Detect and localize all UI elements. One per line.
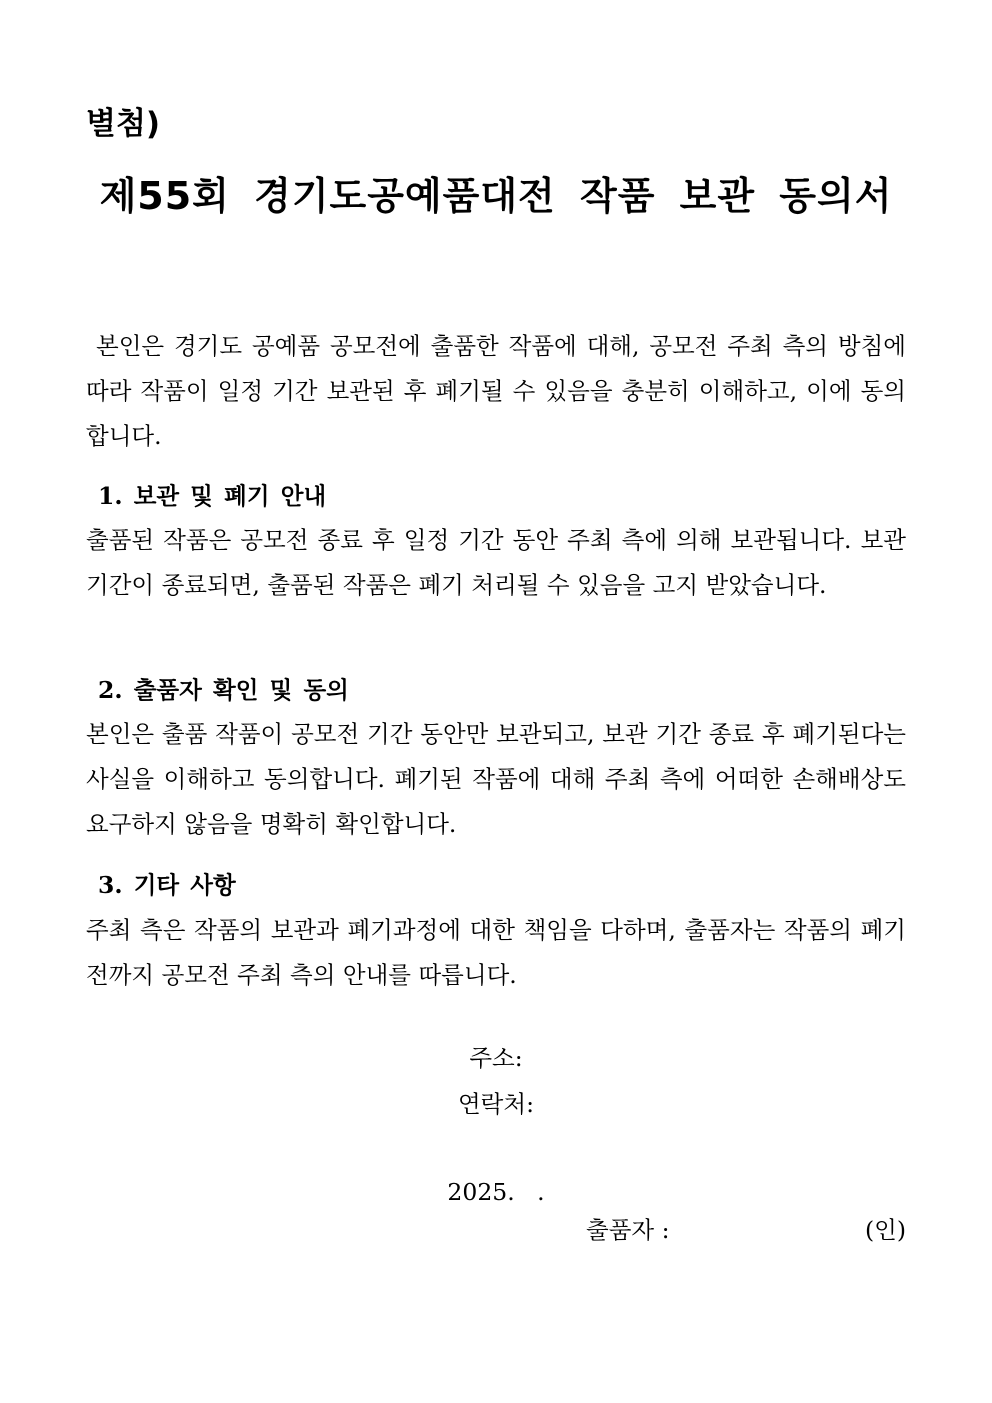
- date-line: 2025. .: [447, 1178, 545, 1206]
- section-body-other: 주최 측은 작품의 보관과 폐기과정에 대한 책임을 다하며, 출품자는 작품의 폐기 전까지 공모전 주최 측의 안내를 따릅니다.: [86, 916, 906, 989]
- seal-mark: (인): [864, 1216, 906, 1244]
- document-title: 제55회 경기도공예품대전 작품 보관 동의서: [99, 174, 893, 218]
- attachment-label: 별첨): [86, 106, 161, 142]
- section-heading-other: 3. 기타 사항: [98, 871, 236, 899]
- section-body-consent: 본인은 출품 작품이 공모전 기간 동안만 보관되고, 보관 기간 종료 후 폐기된다는 사실을 이해하고 동의합니다. 폐기된 작품에 대해 주최 측에 어떠한 손해배상도 요구하지 않음을 명확히 확인합니다.: [86, 720, 906, 838]
- section-heading-storage-disposal: 1. 보관 및 폐기 안내: [98, 482, 327, 510]
- section-body-storage-disposal: 출품된 작품은 공모전 종료 후 일정 기간 동안 주최 측에 의해 보관됩니다. 보관 기간이 종료되면, 출품된 작품은 폐기 처리될 수 있음을 고지 받았습니다.: [86, 526, 906, 599]
- intro-paragraph: 본인은 경기도 공예품 공모전에 출품한 작품에 대해, 공모전 주최 측의 방침에 따라 작품이 일정 기간 보관된 후 폐기될 수 있음을 충분히 이해하고, 이에 동의합니다.: [86, 332, 906, 450]
- address-label: 주소:: [469, 1044, 523, 1072]
- phone-label: 연락처:: [457, 1090, 535, 1118]
- section-heading-consent: 2. 출품자 확인 및 동의: [98, 676, 349, 704]
- signer-label: 출품자 :: [586, 1216, 670, 1244]
